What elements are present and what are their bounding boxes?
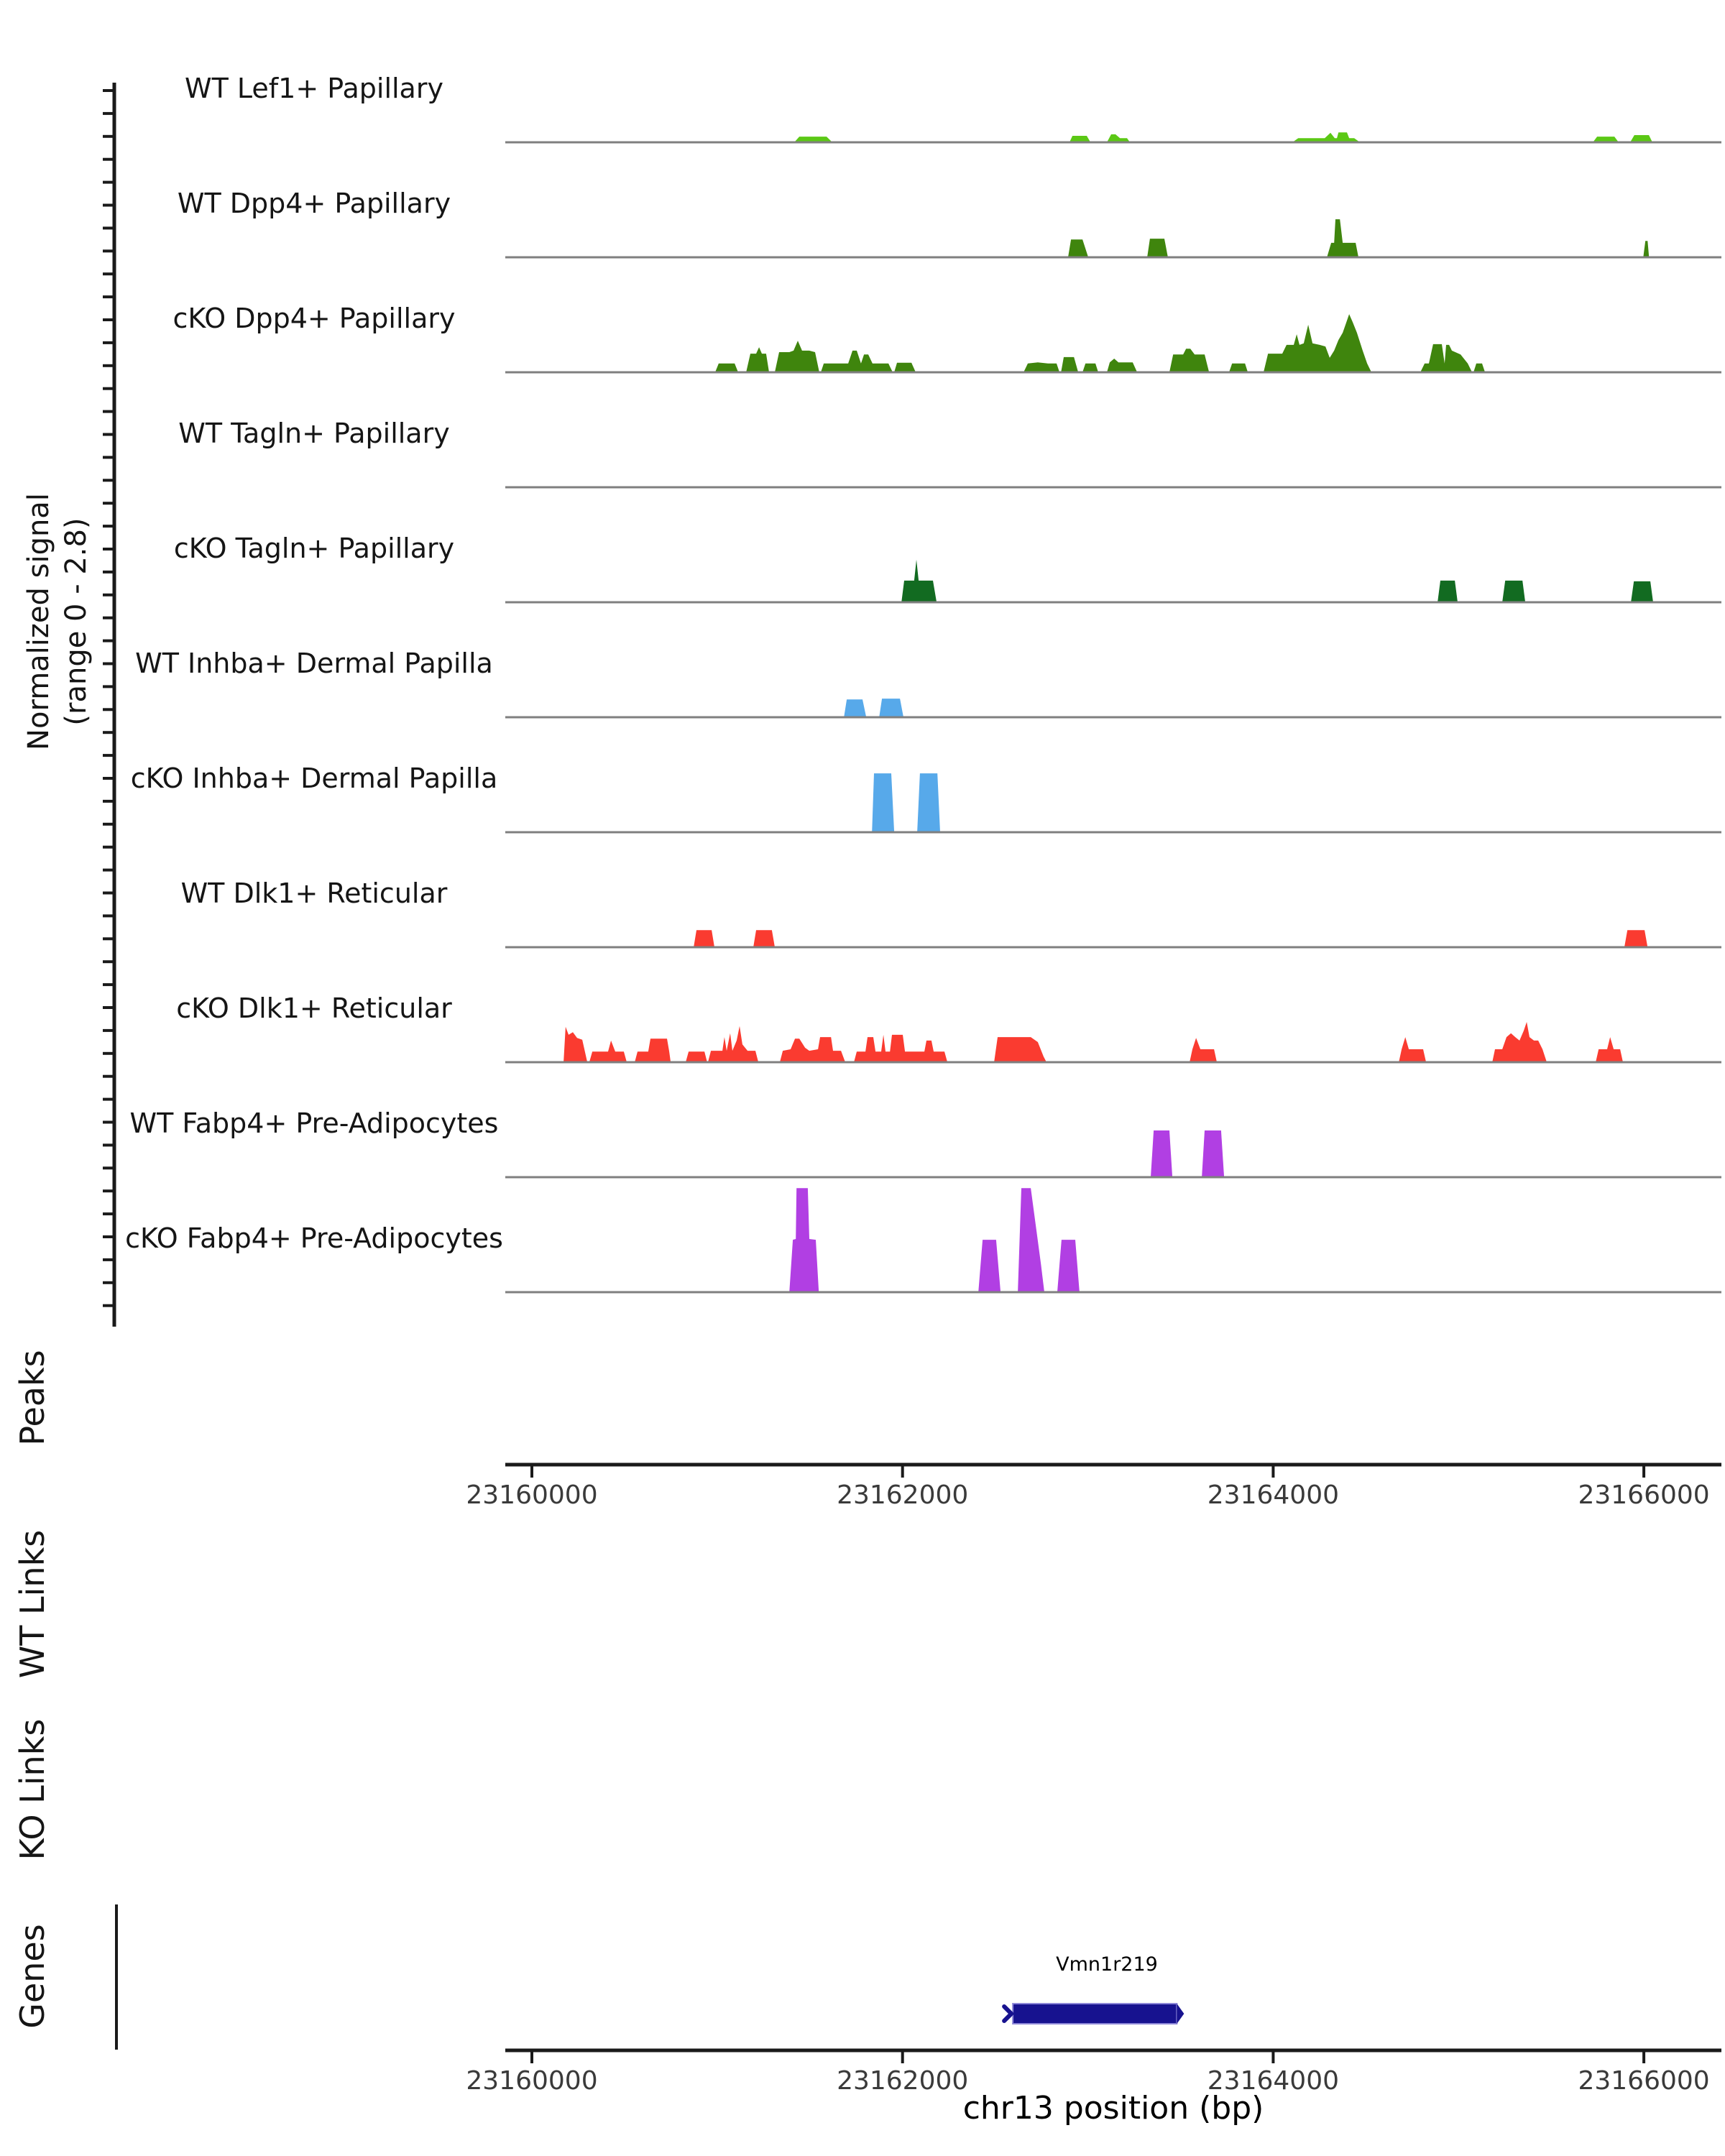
- signal-peak: [901, 560, 937, 602]
- track-label: cKO Tagln+ Papillary: [173, 533, 455, 564]
- peaks-axis-tick-label: 23166000: [1578, 1480, 1710, 1510]
- signal-peak: [1643, 241, 1649, 257]
- signal-peak: [1082, 364, 1098, 372]
- signal-peak: [978, 1240, 1000, 1292]
- signal-peak: [746, 347, 769, 372]
- signal-peak: [1420, 344, 1472, 372]
- signal-peak: [1292, 132, 1360, 142]
- genes-axis-tick-label: 23166000: [1578, 2066, 1710, 2096]
- signal-peak: [1202, 1130, 1224, 1177]
- signal-peak: [1596, 1037, 1623, 1062]
- track-label: cKO Inhba+ Dermal Papilla: [130, 763, 498, 794]
- track-label: WT Fabp4+ Pre-Adipocytes: [129, 1107, 499, 1139]
- signal-peak: [1264, 314, 1371, 372]
- gene-strand-chevron: [1004, 2007, 1011, 2021]
- signal-peak: [1151, 1130, 1172, 1177]
- signal-peak: [1190, 1038, 1217, 1062]
- signal-peak: [821, 351, 893, 372]
- signal-peak: [1502, 581, 1525, 602]
- signal-peak: [1061, 357, 1078, 372]
- signal-peak: [1229, 364, 1248, 372]
- signal-peak: [789, 1188, 819, 1292]
- signal-peak: [1057, 1240, 1080, 1292]
- signal-peak: [1018, 1188, 1044, 1292]
- signal-peak: [1473, 364, 1485, 372]
- track-label: WT Dpp4+ Papillary: [177, 188, 451, 219]
- genes-axis-tick-label: 23162000: [837, 2066, 969, 2096]
- signal-peak: [894, 363, 916, 372]
- signal-peak: [872, 773, 894, 832]
- peaks-axis-tick-label: 23160000: [466, 1480, 598, 1510]
- track-label: cKO Fabp4+ Pre-Adipocytes: [125, 1222, 503, 1254]
- signal-peak: [589, 1041, 627, 1062]
- signal-peak: [753, 930, 775, 947]
- x-axis-title: chr13 position (bp): [962, 2090, 1264, 2127]
- signal-peak: [1624, 930, 1647, 947]
- signal-peak: [1147, 239, 1168, 257]
- genes-axis-tick-label: 23160000: [466, 2066, 598, 2096]
- genes-axis-tick-label: 23164000: [1207, 2066, 1339, 2096]
- signal-peak: [1024, 362, 1059, 372]
- peaks-axis-tick-label: 23162000: [837, 1480, 969, 1510]
- signal-peak: [1107, 134, 1130, 142]
- y-axis-label-line2: (range 0 - 2.8): [60, 517, 93, 726]
- signal-peak: [917, 773, 940, 832]
- signal-peak: [694, 930, 714, 947]
- section-label-genes: Genes: [13, 1924, 52, 2029]
- track-label: WT Lef1+ Papillary: [185, 73, 443, 104]
- signal-peak: [1399, 1037, 1426, 1062]
- signal-peak: [879, 699, 903, 717]
- signal-peak: [686, 1051, 707, 1062]
- track-label: cKO Dlk1+ Reticular: [176, 992, 452, 1024]
- signal-peak: [775, 341, 819, 372]
- signal-peak: [715, 364, 738, 372]
- signal-peak: [994, 1037, 1046, 1062]
- signal-peak: [1107, 359, 1137, 372]
- signal-peak: [854, 1035, 947, 1062]
- track-label: WT Tagln+ Papillary: [178, 418, 450, 449]
- signal-peak: [1169, 349, 1209, 372]
- section-label-wt-links: WT Links: [13, 1529, 52, 1679]
- signal-peak: [1327, 219, 1358, 257]
- y-axis-label-line1: Normalized signal: [22, 493, 55, 750]
- signal-peak: [1492, 1022, 1547, 1062]
- signal-peak: [1068, 239, 1088, 257]
- gene-name-label: Vmn1r219: [1056, 1953, 1158, 1976]
- signal-peak: [1438, 581, 1458, 602]
- section-label-ko-links: KO Links: [13, 1718, 52, 1861]
- peaks-axis-tick-label: 23164000: [1207, 1480, 1339, 1510]
- track-label: WT Dlk1+ Reticular: [180, 877, 448, 909]
- gene-arrow-tip: [1177, 2004, 1184, 2024]
- signal-peak: [1631, 581, 1653, 602]
- signal-peak: [708, 1026, 758, 1062]
- section-label-peaks: Peaks: [13, 1350, 52, 1446]
- gene-body: [1013, 2004, 1177, 2024]
- track-label: cKO Dpp4+ Papillary: [172, 303, 456, 334]
- signal-peak: [844, 699, 866, 717]
- signal-peak: [564, 1027, 587, 1062]
- signal-peak: [635, 1038, 671, 1062]
- signal-peak: [780, 1037, 845, 1062]
- track-label: WT Inhba+ Dermal Papilla: [135, 648, 493, 679]
